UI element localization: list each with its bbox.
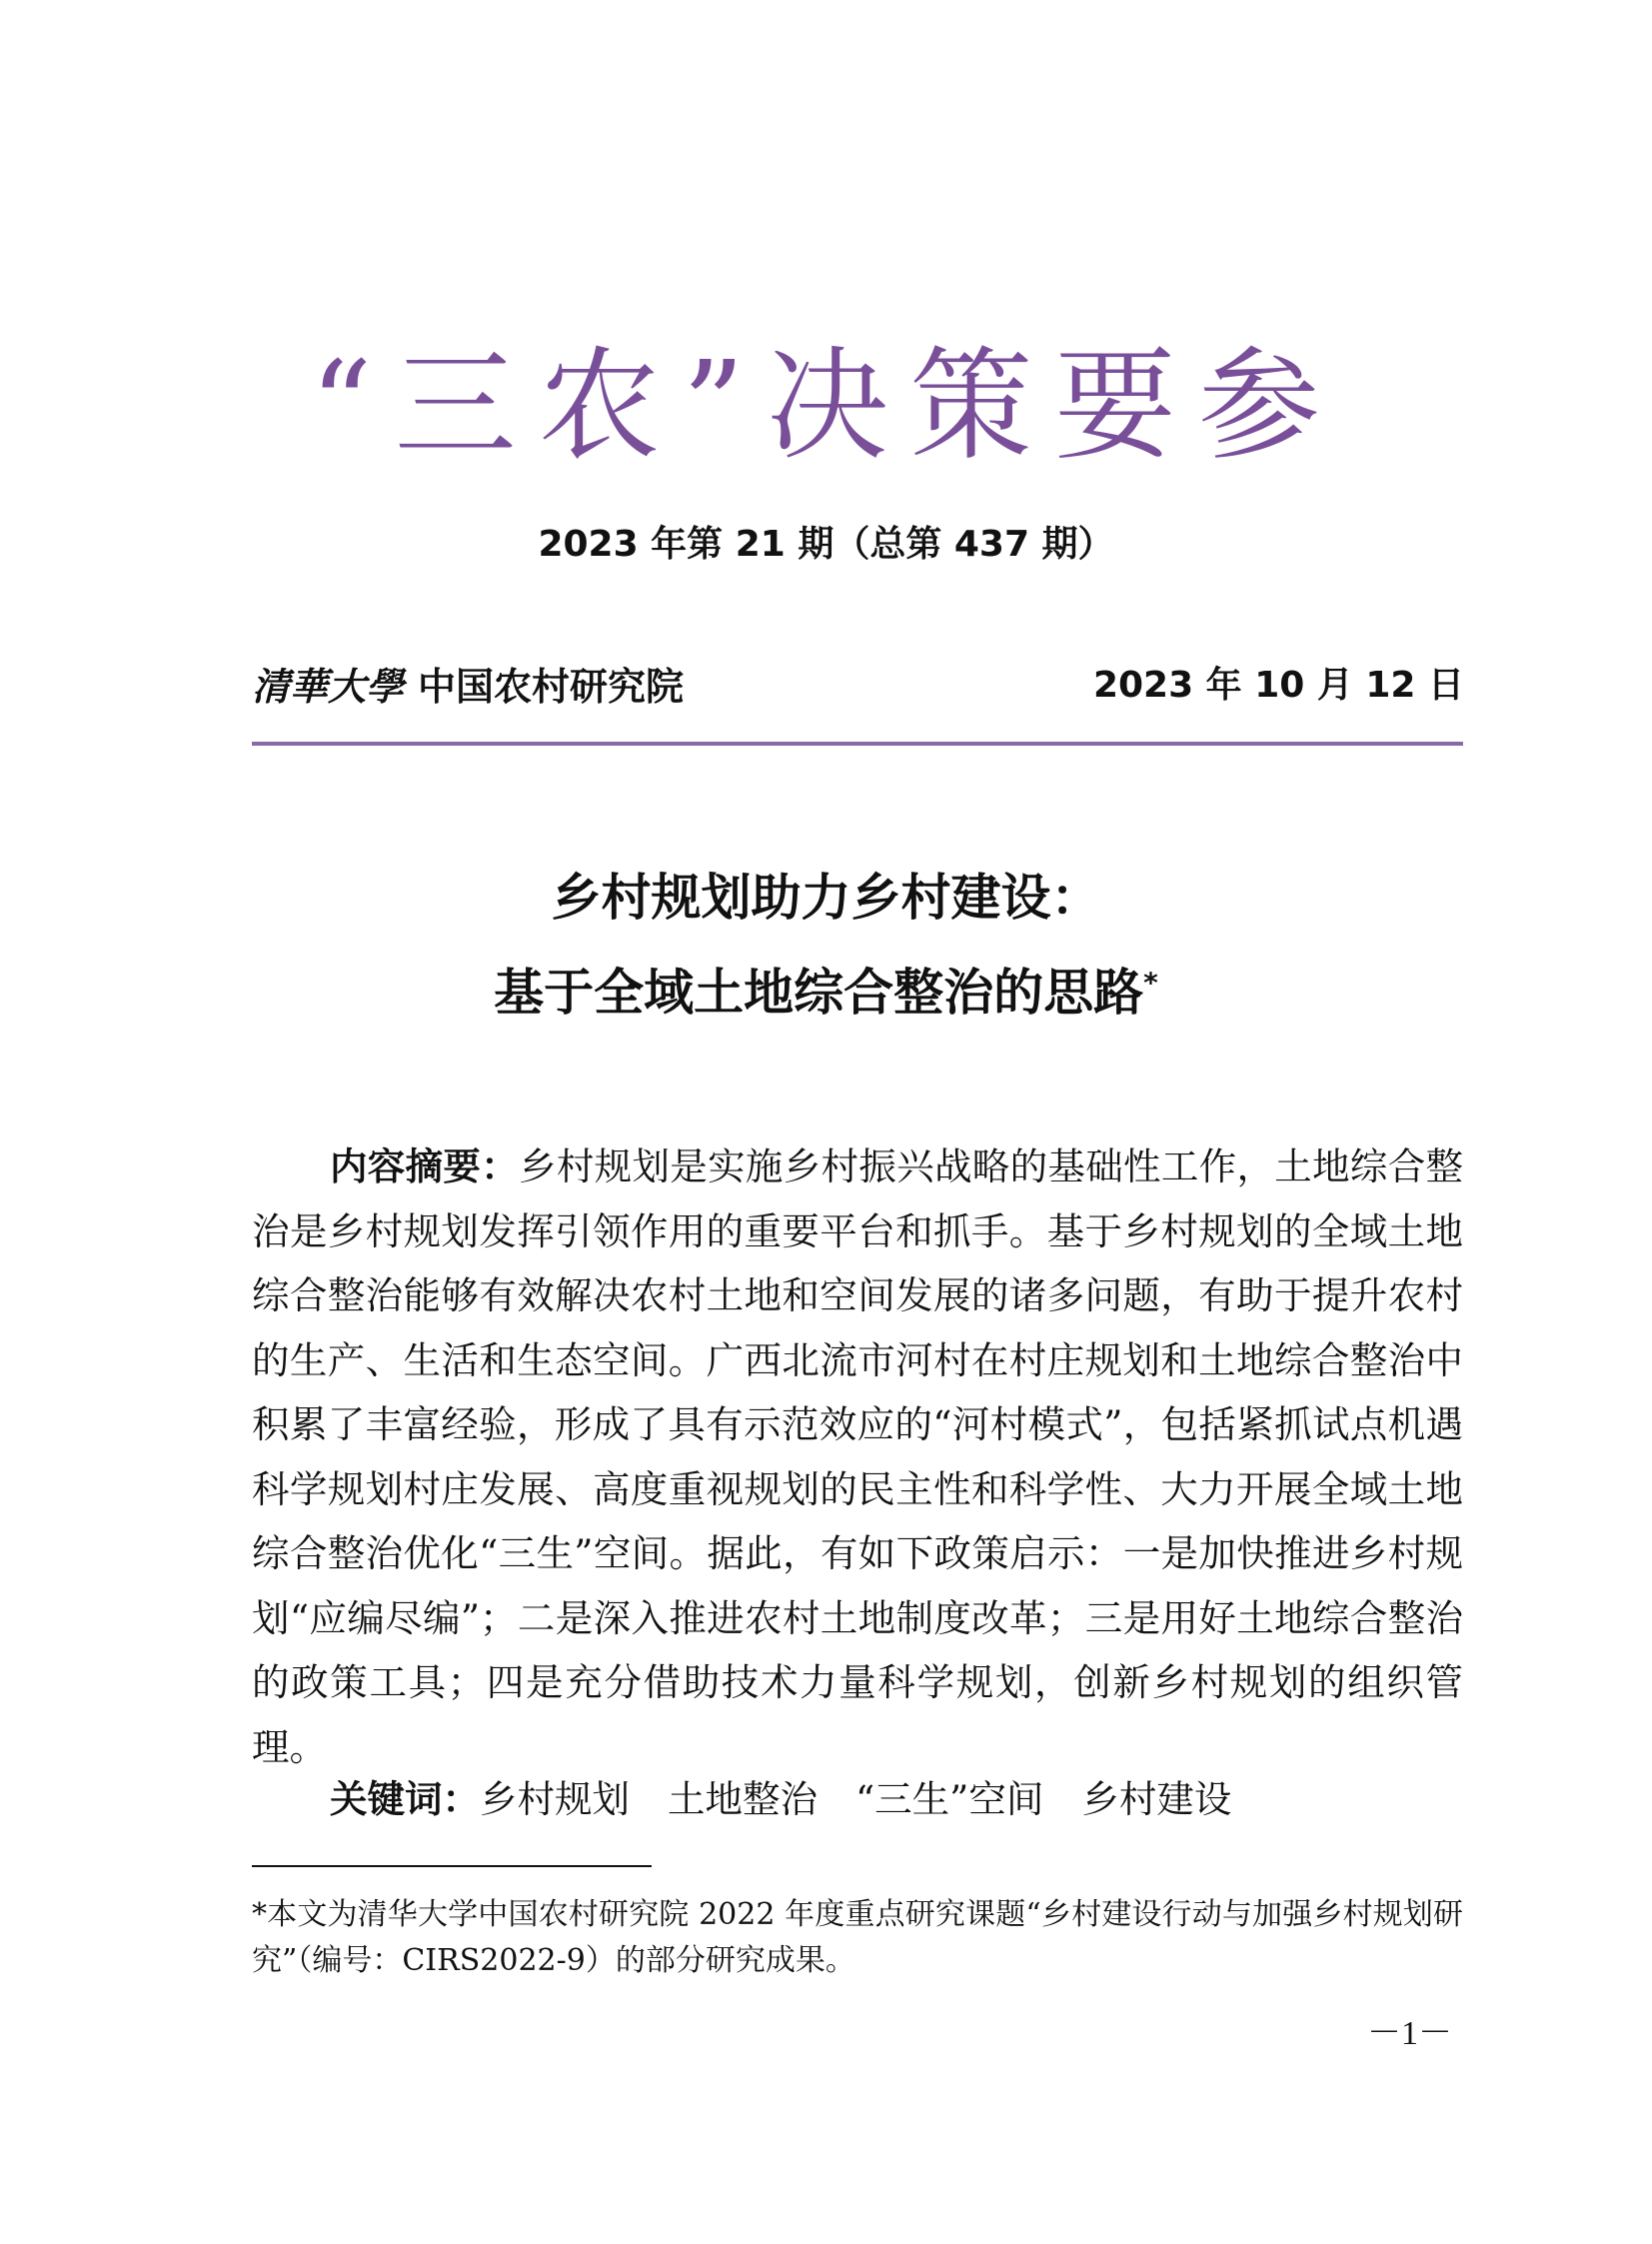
keyword: 乡村规划 bbox=[480, 1777, 630, 1821]
footnote-rule bbox=[252, 1865, 652, 1867]
article-title-line1: 乡村规划助力乡村建设： bbox=[551, 869, 1101, 927]
publisher-row bbox=[252, 664, 1464, 718]
keyword: 乡村建设 bbox=[1081, 1777, 1232, 1821]
header-divider bbox=[252, 742, 1463, 746]
issue-number: 2023 年第 21 期（总第 437 期） bbox=[538, 524, 1114, 565]
title-footnote-mark: * bbox=[1143, 966, 1158, 1000]
university-logo-text: 清華大學 bbox=[252, 664, 405, 709]
page-number: －1－ bbox=[1367, 2015, 1452, 2052]
article-title-line2 bbox=[0, 964, 1652, 1022]
keywords-label: 关键词： bbox=[330, 1777, 480, 1821]
keywords bbox=[330, 1777, 1269, 1821]
abstract bbox=[252, 1134, 1463, 1779]
masthead-title: “三农”决策要参 bbox=[310, 335, 1342, 477]
keyword: “三生”空间 bbox=[855, 1777, 1044, 1821]
abstract-label: 内容摘要： bbox=[330, 1144, 520, 1188]
article-title-line2-text: 基于全域土地综合整治的思路 bbox=[494, 964, 1144, 1022]
abstract-text: 乡村规划是实施乡村振兴战略的基础性工作，土地综合整治是乡村规划发挥引领作用的重要平台和抓手。基于乡村规划的全域土地综合整治能够有效解决农村土地和空间发展的诸多问题，有助于提升农村的生产、生活和生态空间。广西北流市河村在村庄规划和土地综合整治中积累了丰富经验，形成了具有示范效应的“河村模式”，包括紧抓试点机遇科学规划村庄发展、高度重视规划的民主性和科学性、大力开展全域土地综合整治优化“三生”空间。据此，有如下政策启示：一是加快推进乡村规划“应编尽编”；二是深入推进农村土地制度改革；三是用好土地综合整治的政策工具；四是充分借助技术力量科学规划，创新乡村规划的组织管理。 bbox=[252, 1144, 1464, 1769]
publisher bbox=[252, 664, 685, 709]
footnote: *本文为清华大学中国农村研究院 2022 年度重点研究课题“乡村建设行动与加强乡村规划研究”（编号：CIRS2022-9）的部分研究成果。 bbox=[252, 1897, 1463, 1978]
keyword: 土地整治 bbox=[668, 1777, 818, 1821]
institute-name: 中国农村研究院 bbox=[418, 665, 685, 709]
publish-date: 2023 年 10 月 12 日 bbox=[1092, 665, 1464, 706]
